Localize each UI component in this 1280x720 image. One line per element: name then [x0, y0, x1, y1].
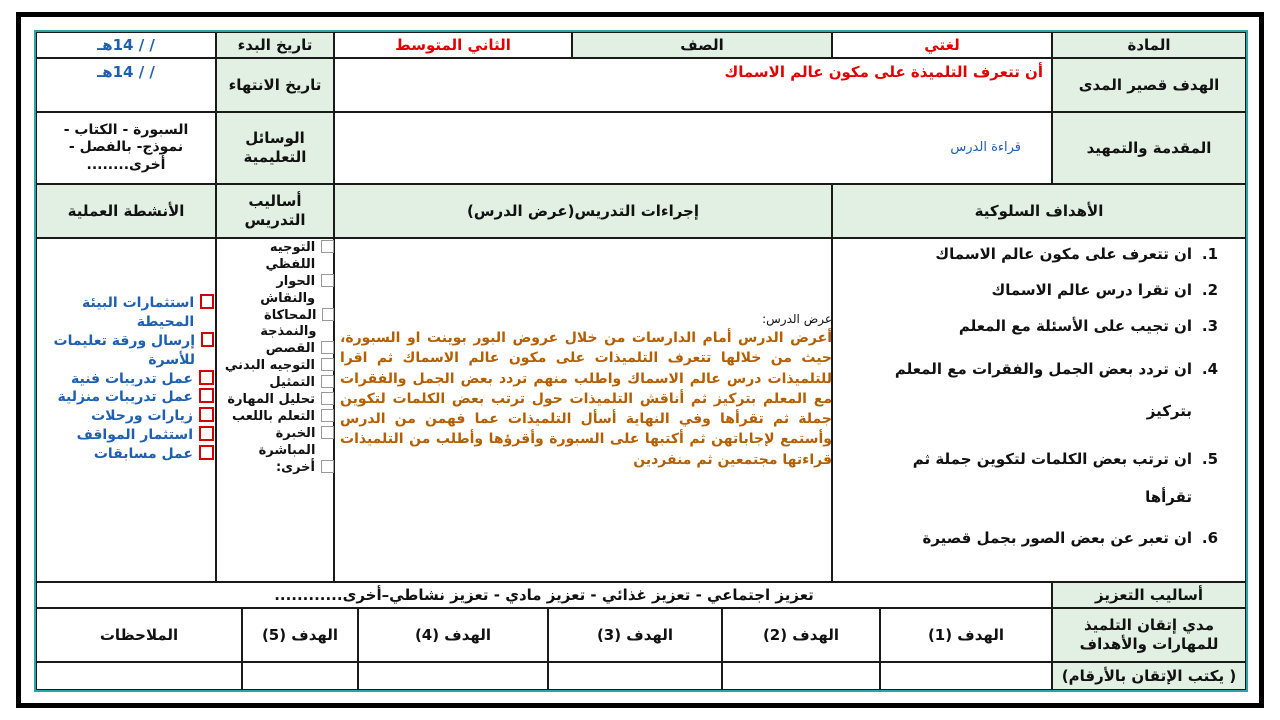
- checkbox[interactable]: [321, 460, 334, 473]
- checkbox[interactable]: [322, 308, 334, 321]
- method-item: التوجيه البدني: [218, 358, 334, 375]
- activities-list: [38, 294, 214, 464]
- end-date-value: / / 14هـ: [36, 58, 216, 112]
- mastery-label: مدي إتقان التلميذ للمهارات والأهداف: [1052, 608, 1246, 662]
- class-label: الصف: [572, 32, 832, 58]
- intro-value: قراءة الدرس: [334, 112, 1052, 184]
- lesson-title: عرض الدرس:: [762, 312, 832, 326]
- goal-5-score[interactable]: [242, 662, 358, 690]
- checkbox[interactable]: [199, 370, 214, 385]
- checkbox[interactable]: [321, 341, 334, 354]
- subject-value: لغتي: [832, 32, 1052, 58]
- mastery-note: ( يكتب الإتقان بالأرقام): [1052, 662, 1246, 690]
- short-goal-label: الهدف قصير المدى: [1052, 58, 1246, 112]
- checkbox[interactable]: [200, 294, 214, 309]
- method-item: الخبرة المباشرة: [218, 426, 334, 460]
- reinforcement-value: تعزيز اجتماعي - تعزيز غذائي - تعزيز مادي - تعزيز نشاطي–أخرى............: [36, 582, 1052, 608]
- method-item: القصص: [218, 341, 334, 358]
- checkbox[interactable]: [321, 358, 334, 371]
- teaching-methods-list: [218, 240, 334, 476]
- method-item: الحوار والنقاش: [218, 274, 334, 308]
- goal-item: 4. ان تردد بعض الجمل والفقرات مع المعلم بتركيز: [894, 360, 1218, 420]
- method-item: أخرى:: [218, 460, 334, 477]
- checkbox[interactable]: [321, 240, 334, 253]
- activity-item: زيارات ورحلات: [38, 407, 214, 426]
- checkbox[interactable]: [321, 409, 334, 422]
- method-item: التمثيل: [218, 375, 334, 392]
- checkbox[interactable]: [321, 426, 334, 439]
- goal-3-header: الهدف (3): [548, 608, 722, 662]
- lesson-body: أعرض الدرس أمام الدارسات من خلال عروض البور بوينت او السبورة، حيث من خلالها تتعرف التلميذات على مكون عالم الاسماك ثم اقرا للتلميذات درس عالم الاسماك واطلب منهم تردد بعض الجمل والفقرات مع المعلم بتركيز ثم أناقش التلميذات حول ترتب بعض الكلمات لتكوين جملة ثم تقرأها وفي النهاية أسأل التلميذات عما فهمن من الدرس وأستمع لإجاباتهن ثم أكتبها على السبورة وأقرؤها وأطلب من التلميذات قراءتها مجتمعين ثم منفردين: [340, 330, 832, 468]
- intro-label: المقدمة والتمهيد: [1052, 112, 1246, 184]
- remarks-value[interactable]: [36, 662, 242, 690]
- tools-label: الوسائل التعليمية: [216, 112, 334, 184]
- goal-1-score[interactable]: [880, 662, 1052, 690]
- lesson-procedure: [340, 312, 832, 470]
- checkbox[interactable]: [199, 407, 214, 422]
- activity-item: إرسال ورقة تعليمات للأسرة: [38, 332, 214, 370]
- procedures-header: إجراءات التدريس(عرض الدرس): [334, 184, 832, 238]
- activity-item: عمل مسابقات: [38, 445, 214, 464]
- goal-2-header: الهدف (2): [722, 608, 880, 662]
- checkbox[interactable]: [199, 445, 214, 460]
- activity-item: استثمارات البيئة المحيطة: [38, 294, 214, 332]
- remarks-header: الملاحظات: [36, 608, 242, 662]
- goal-2-score[interactable]: [722, 662, 880, 690]
- method-item: التوجيه اللفظي: [218, 240, 334, 274]
- end-date-label: تاريخ الانتهاء: [216, 58, 334, 112]
- goal-4-score[interactable]: [358, 662, 548, 690]
- checkbox[interactable]: [201, 332, 214, 347]
- goal-3-score[interactable]: [548, 662, 722, 690]
- method-item: التعلم باللعب: [218, 409, 334, 426]
- activity-item: استثمار المواقف: [38, 426, 214, 445]
- goal-item: 1. ان تتعرف على مكون عالم الاسماك: [935, 245, 1218, 263]
- activity-item: عمل تدريبات فنية: [38, 370, 214, 389]
- method-item: المحاكاة والنمذجة: [218, 308, 334, 342]
- checkbox[interactable]: [321, 392, 334, 405]
- goal-item: 3. ان تجيب على الأسئلة مع المعلم: [958, 317, 1218, 335]
- behavioral-goals-list: [888, 240, 1218, 560]
- goal-5-header: الهدف (5): [242, 608, 358, 662]
- method-item: تحليل المهارة: [218, 392, 334, 409]
- goal-item: 5. ان ترتب بعض الكلمات لتكوين جملة ثم تقرأها: [912, 450, 1218, 506]
- checkbox[interactable]: [321, 274, 334, 287]
- start-date-value: / / 14هـ: [36, 32, 216, 58]
- activity-item: عمل تدريبات منزلية: [38, 388, 214, 407]
- checkbox[interactable]: [199, 388, 214, 403]
- behavioral-goals-header: الأهداف السلوكية: [832, 184, 1246, 238]
- subject-label: المادة: [1052, 32, 1246, 58]
- start-date-label: تاريخ البدء: [216, 32, 334, 58]
- goal-4-header: الهدف (4): [358, 608, 548, 662]
- activities-header: الأنشطة العملية: [36, 184, 216, 238]
- tools-value: السبورة - الكتاب - نموذج- بالفصل - أخرى........: [36, 112, 216, 184]
- checkbox[interactable]: [199, 426, 214, 441]
- goal-item: 6. ان تعبر عن بعض الصور بجمل قصيرة: [922, 529, 1218, 547]
- methods-header: أساليب التدريس: [216, 184, 334, 238]
- checkbox[interactable]: [321, 375, 334, 388]
- reinforcement-label: أساليب التعزيز: [1052, 582, 1246, 608]
- class-value: الثاني المتوسط: [334, 32, 572, 58]
- goal-1-header: الهدف (1): [880, 608, 1052, 662]
- short-goal-value: أن تتعرف التلميذة على مكون عالم الاسماك: [334, 58, 1052, 112]
- goal-item: 2. ان تقرا درس عالم الاسماك: [991, 281, 1218, 299]
